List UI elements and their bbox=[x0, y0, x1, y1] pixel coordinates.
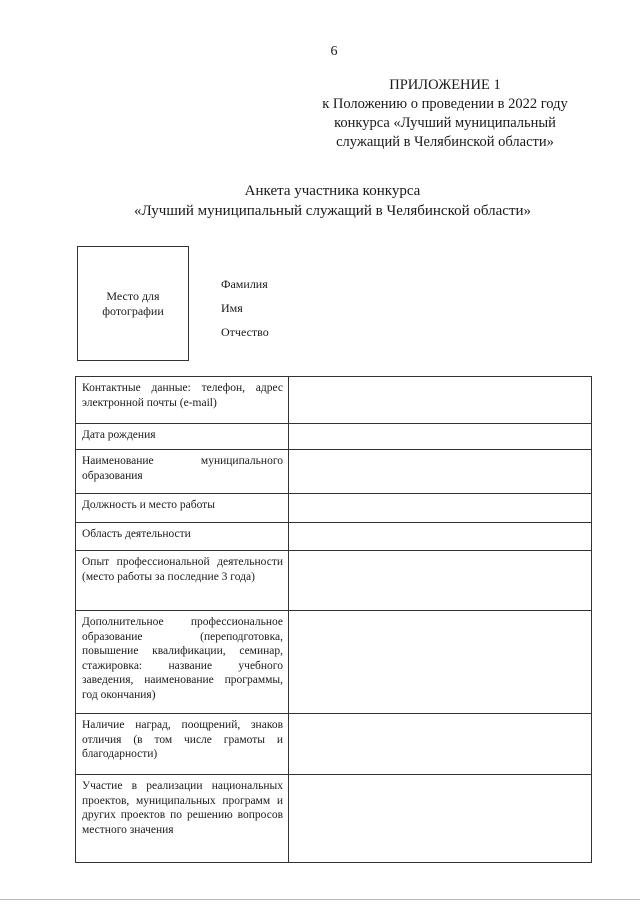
table-row bbox=[76, 377, 592, 424]
appendix-heading: ПРИЛОЖЕНИЕ 1 bbox=[389, 77, 501, 93]
row-label: Опыт профессиональной деятельности (место работы за последние 3 года) bbox=[76, 551, 289, 611]
table-row bbox=[76, 551, 592, 611]
row-label: Наличие наград, поощрений, знаков отличия (в том числе грамоты и благодарности) bbox=[76, 714, 289, 775]
scan-edge-line bbox=[0, 899, 640, 900]
table-row bbox=[76, 450, 592, 494]
row-label: Наименование муниципального образования bbox=[76, 450, 289, 494]
row-value[interactable] bbox=[289, 450, 592, 494]
table-row bbox=[76, 424, 592, 450]
surname-label: Фамилия bbox=[221, 277, 268, 291]
row-value[interactable] bbox=[289, 494, 592, 523]
patronymic-label: Отчество bbox=[221, 325, 269, 339]
form-title-line: «Лучший муниципальный служащий в Челябинской области» bbox=[133, 203, 532, 219]
table-row bbox=[76, 775, 592, 863]
photo-placeholder bbox=[77, 246, 189, 361]
row-label: Дата рождения bbox=[76, 424, 289, 450]
row-label: Контактные данные: телефон, адрес электронной почты (e-mail) bbox=[76, 377, 289, 424]
row-value[interactable] bbox=[289, 714, 592, 775]
questionnaire-table bbox=[75, 376, 592, 863]
form-title-line: Анкета участника конкурса bbox=[244, 183, 421, 199]
appendix-line: служащий в Челябинской области» bbox=[336, 134, 554, 150]
row-value[interactable] bbox=[289, 551, 592, 611]
row-label: Участие в реализации национальных проектов, муниципальных программ и других проектов по решению вопросов местного значения bbox=[76, 775, 289, 863]
photo-placeholder-label: Место для фотографии bbox=[102, 288, 164, 318]
appendix-line: к Положению о проведении в 2022 году bbox=[322, 96, 568, 112]
appendix-header bbox=[300, 76, 590, 152]
row-label: Область деятельности bbox=[76, 523, 289, 551]
row-value[interactable] bbox=[289, 424, 592, 450]
page-number: 6 bbox=[330, 44, 338, 59]
row-value[interactable] bbox=[289, 611, 592, 714]
form-title bbox=[40, 181, 625, 221]
row-value[interactable] bbox=[289, 523, 592, 551]
row-value[interactable] bbox=[289, 775, 592, 863]
table-row bbox=[76, 611, 592, 714]
row-value[interactable] bbox=[289, 377, 592, 424]
row-label: Дополнительное профессиональное образование (переподготовка, повышение квалификации, семинар, стажировка: название учебного заведения, наименование программы, год окончания) bbox=[76, 611, 289, 714]
table-row bbox=[76, 523, 592, 551]
table-row bbox=[76, 714, 592, 775]
first-name-label: Имя bbox=[221, 301, 243, 315]
row-label: Должность и место работы bbox=[76, 494, 289, 523]
appendix-line: конкурса «Лучший муниципальный bbox=[334, 115, 556, 131]
table-row bbox=[76, 494, 592, 523]
name-fields bbox=[221, 276, 269, 348]
